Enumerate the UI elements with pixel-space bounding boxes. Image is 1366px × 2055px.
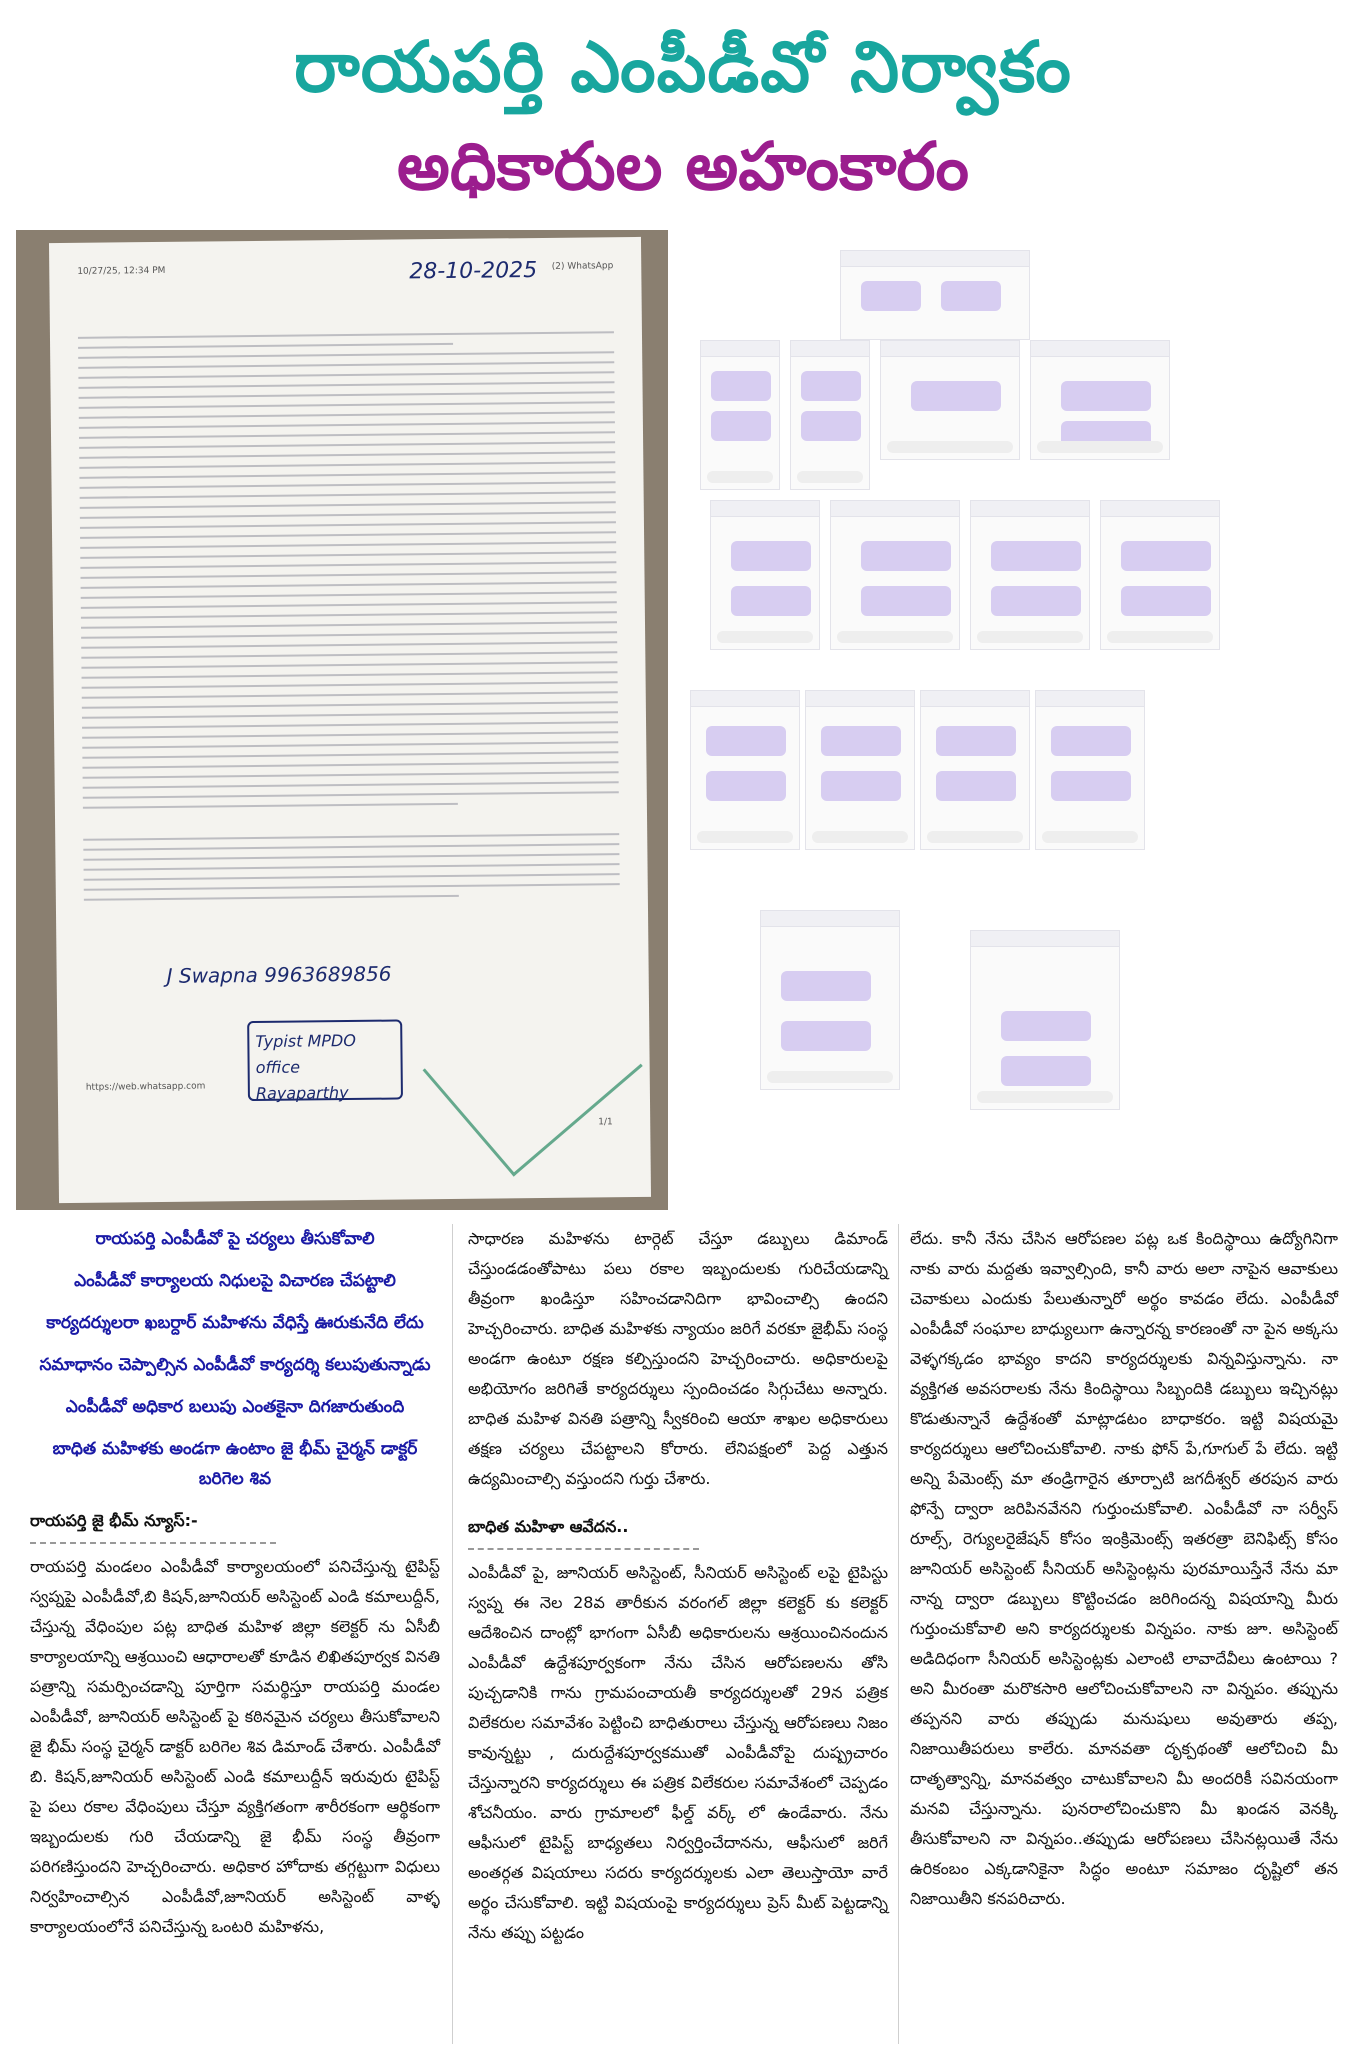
- phone-shot: [700, 340, 780, 490]
- subheadline: ఎంపీడీవో కార్యాలయ నిధులపై విచారణ చేపట్టాలి: [74, 1271, 396, 1291]
- letter-signature: J Swapna 9963689856: [166, 961, 392, 988]
- subheadlines: [30, 1224, 440, 1494]
- phone-shot: [760, 910, 900, 1090]
- payment-screenshots: [700, 230, 1350, 1210]
- headline-line1: రాయపర్తి ఎంపీడీవో నిర్వాకం: [294, 26, 1072, 108]
- phone-shot: [690, 690, 800, 850]
- section-heading: బాధిత మహిళా ఆవేదన..: [468, 1512, 888, 1550]
- stamp-line1: Typist MPDO office: [255, 1030, 356, 1078]
- subheadline: సమాధానం చెప్పాల్సిన ఎంపీడీవో కార్యదర్శి కలుపుతున్నాడు: [39, 1355, 431, 1375]
- article-column-3: [910, 1224, 1338, 1914]
- article-column-2: [468, 1224, 888, 1948]
- subheadline: ఎంపీడీవో అధికార బలుపు ఎంతకైనా దిగజారుతుంది: [65, 1397, 405, 1417]
- phone-shot: [880, 340, 1020, 460]
- letter-page-number: 1/1: [598, 1117, 613, 1128]
- column-divider: [898, 1224, 899, 2044]
- article-paragraph: సాధారణ మహిళను టార్గెట్ చేస్తూ డబ్బులు డిమాండ్ చేస్తుండడంతోపాటు పలు రకాల ఇబ్బందులకు గురిచేయడాన్ని తీవ్రంగా ఖండిస్తూ సహించడానిదిగా భావించాల్సి ఉందని హెచ్చరించారు. బాధిత మహిళకు న్యాయం జరిగే వరకూ జైభీమ్ సంస్థ అండగా ఉంటూ రక్షణ కల్పిస్తుందని హెచ్చరించారు. అధికారులపై అభియోగం జరిగితే కార్యదర్శులు స్పందించడం సిగ్గుచేటు అన్నారు. బాధిత మహిళ వినతి పత్రాన్ని స్వీకరించి ఆయా శాఖల అధికారులు తక్షణ చర్యలు చేపట్టాలని కోరారు. లేనిపక్షంలో పెద్ద ఎత్తున ఉద్యమించాల్సి వస్తుందని గుర్తు చేశారు.: [468, 1229, 888, 1488]
- letter-paper: [49, 237, 651, 1203]
- phone-shot: [710, 500, 820, 650]
- stamp-line2: Rayaparthy: [255, 1083, 349, 1104]
- letter-url: https://web.whatsapp.com: [85, 1081, 206, 1093]
- letter-app: (2) WhatsApp: [551, 261, 614, 272]
- phone-shot: [1100, 500, 1220, 650]
- received-endorsement: [423, 960, 643, 1177]
- phone-shot: [840, 250, 1030, 340]
- subheadline: రాయపర్తి ఎంపీడీవో పై చర్యలు తీసుకోవాలి: [95, 1229, 375, 1249]
- phone-shot: [830, 500, 960, 650]
- headline-line2: అధికారుల అహంకారం: [397, 128, 969, 205]
- column-divider: [452, 1224, 453, 2044]
- article-paragraph: లేదు. కానీ నేను చేసిన ఆరోపణల పట్ల ఒక కిందిస్థాయి ఉద్యోగినిగా నాకు వారు మద్దతు ఇవ్వాల్సింది, కానీ వారు అలా నాపైన ఆవాకులు చెవాకులు ఎందుకు పేలుతున్నారో అర్థం కావడం లేదు. ఎంపీడీవో ఎంపీడీవో సంఘాల బాధ్యులుగా ఉన్నారన్న కారణంతో నా పైన అక్కసు వెళ్ళగక్కడం భావ్యం కాదని కార్యదర్శులకు విన్నవిస్తున్నాను. నా వ్యక్తిగత అవసరాలకు నేను కిందిస్థాయి సిబ్బందికి డబ్బులు ఇచ్చినట్లు కొడుతున్నానే ఉద్దేశంతో మాట్లాడటం బాధాకరం. ఇట్టి విషయమై కార్యదర్శులు ఆలోచించుకోవాలి. నాకు ఫోన్ పే,గూగుల్ పే లేదు. ఇట్టి అన్ని పేమెంట్స్ మా తండ్రిగారైన తూర్పాటి జగదీశ్వర్ తరపున వారు ఫోన్పే ద్వారా జరిపినవేనని గుర్తుంచుకోవాలి. ఎంపీడీవో నా సర్వీస్ రూల్స్, రెగ్యులరైజేషన్ కోసం ఇంక్రిమెంట్స్ ఇతరత్రా బెనిఫిట్స్ కోసం జూనియర్ అసిస్టెంట్ సీనియర్ అసిస్టెంట్లను పురమాయిస్తేనే నేను మా నాన్న ద్వారా డబ్బులు కొట్టించడం జరిగిందన్న విషయాన్ని మీరు గుర్తుంచుకోవాలి అని కార్యదర్శులకు విన్నపం. నాకు జూ. అసిస్టెంట్ అడిదిధంగా సీనియర్ అసిస్టెంట్లకు ఎలాంటి లావాదేవీలు ఉంటాయి ? అని మీరంతా మరొకసారి ఆలోచించుకోవాలని నా విన్నపం. తప్పును తప్పనని వారు తప్పుడు మనుషులు అవుతారు తప్ప, నిజాయితీపరులు కాలేరు. మానవతా దృక్పథంతో ఆలోచించి మీ దాతృత్వాన్ని, మానవత్వం చాటుకోవాలని మీ అందరికీ సవినయంగా మనవి చేస్తున్నాను. పునరాలోచించుకొని మీ ఖండన వెనక్కి తీసుకోవాలని నా విన్నపం..తప్పుడు ఆరోపణలు చేసినట్లయితే నేను ఉరికంబం ఎక్కడానికైనా సిద్ధం అంటూ సమాజం దృష్టిలో తన నిజాయితీని కనపరిచారు.: [910, 1229, 1338, 1908]
- article-column-1: [30, 1224, 440, 1942]
- letter-timestamp: 10/27/25, 12:34 PM: [77, 265, 166, 277]
- article-paragraph: ఎంపీడీవో పై, జూనియర్ అసిస్టెంట్, సీనియర్ అసిస్టెంట్ లపై టైపిస్టు స్వప్న ఈ నెల 28వ తారీకున వరంగల్ జిల్లా కలెక్టర్ కు కలెక్టర్ ఆదేశించిన దాంట్లో భాగంగా ఏసీబీ అధికారులను ఆశ్రయించినందున ఎంపీడీవో ఉద్దేశపూర్వకంగా నేను చేసిన ఆరోపణలను తోసి పుచ్చడానికి గాను గ్రామపంచాయతీ కార్యదర్శులతో 29న పత్రిక విలేకరుల సమావేశం పెట్టించి బాధితురాలు చేస్తున్న ఆరోపణలు నిజం కావున్నట్టు , దురుద్దేశపూర్వకముతో ఎంపీడీవోపై దుష్ప్రచారం చేస్తున్నారని కార్యదర్శులు ఈ పత్రిక విలేకరుల సమావేశంలో చెప్పడం శోచనీయం. వారు గ్రామాలలో ఫీల్డ్ వర్క్ లో ఉండేవారు. నేను ఆఫీసులో టైపిస్ట్ బాధ్యతలు నిర్వర్తించేదానను, ఆఫీసులో జరిగే అంతర్గత విషయాలు సదరు కార్యదర్శులకు ఎలా తెలుస్తాయో వారే అర్థం చేసుకోవాలి. ఇట్టి విషయంపై కార్యదర్శులు ప్రెస్ మీట్ పెట్టడాన్ని నేను తప్పు పట్టడం: [468, 1563, 888, 1942]
- phone-shot: [970, 500, 1090, 650]
- letter-handwriting: [78, 331, 620, 901]
- phone-shot: [805, 690, 915, 850]
- phone-shot: [970, 930, 1120, 1110]
- letter-photo: [16, 230, 668, 1210]
- phone-shot: [790, 340, 870, 490]
- subheadline: బాధిత మహిళకు అండగా ఉంటాం జై భీమ్ చైర్మన్ డాక్టర్ బరిగెల శివ: [52, 1439, 418, 1489]
- letter-date: 28-10-2025: [409, 258, 538, 285]
- phone-shot: [1035, 690, 1145, 850]
- phone-shot: [1030, 340, 1170, 460]
- phone-shot: [920, 690, 1030, 850]
- subheadline: కార్యదర్శులరా ఖబర్దార్ మహిళను వేధిస్తే ఊరుకునేది లేదు: [46, 1313, 424, 1333]
- article-paragraph: రాయపర్తి మండలం ఎంపీడీవో కార్యాలయంలో పనిచేస్తున్న టైపిస్ట్ స్వప్నపై ఎంపీడీవో,బి కిషన్,జూనియర్ అసిస్టెంట్ ఎండి కమాలుద్దీన్, చేస్తున్న వేధింపుల పట్ల బాధిత మహిళ జిల్లా కలెక్టర్ ను ఏసీబీ కార్యాలయాన్ని ఆశ్రయించి ఆధారాలతో కూడిన లిఖితపూర్వక వినతి పత్రాన్ని సమర్పించడాన్ని పూర్తిగా సమర్థిస్తూ రాయపర్తి మండల ఎంపీడీవో, జూనియర్ అసిస్టెంట్ పై కఠినమైన చర్యలు తీసుకోవాలని జై భీమ్ సంస్థ చైర్మన్ డాక్టర్ బరిగెల శివ డిమాండ్ చేశారు. ఎంపీడీవో బి. కిషన్,జూనియర్ అసిస్టెంట్ ఎండి కమాలుద్దీన్ ఇరువురు టైపిస్ట్ పై పలు రకాల వేధింపులు చేస్తూ వ్యక్తిగతంగా శారీరకంగా ఆర్థికంగా ఇబ్బందులకు గురి చేయడాన్ని జై భీమ్ సంస్థ తీవ్రంగా పరిగణిస్తుందని హెచ్చరించారు. అధికార హోదాకు తగ్గట్టుగా విధులు నిర్వహించాల్సిన ఎంపీడీవో,జూనియర్ అసిస్టెంట్ వాళ్ళ కార్యాలయంలోనే పనిచేస్తున్న ఒంటరి మహిళను,: [30, 1557, 440, 1936]
- byline: రాయపర్తి జై భీమ్ న్యూస్:-: [30, 1506, 440, 1544]
- letter-office-stamp: [247, 1019, 403, 1104]
